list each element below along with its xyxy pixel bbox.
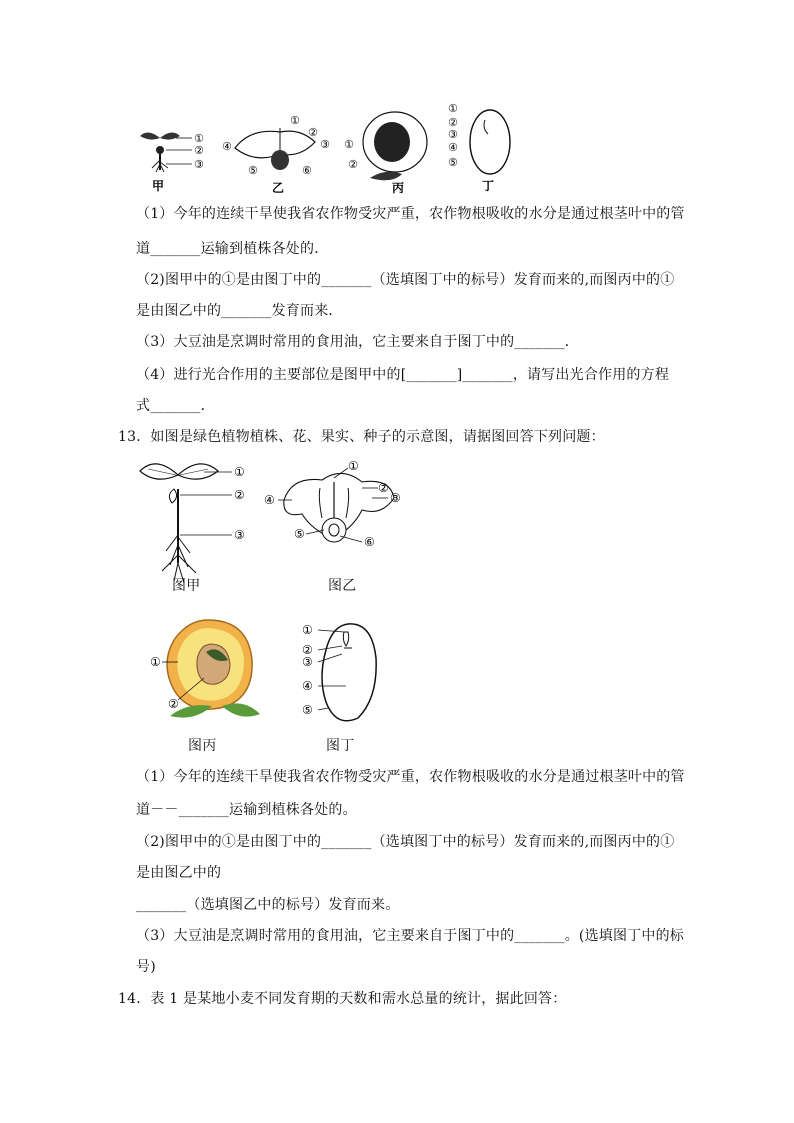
q13-yi-mark-3: ③ (390, 491, 401, 505)
q13-part1-line2: 道－－_______运输到植株各处的。 (136, 802, 357, 818)
q12-part2-line1: （2)图甲中的①是由图丁中的_______（选填图丁中的标号）发育而来的,而图丙中的① (136, 272, 675, 288)
q12-part1-line1: （1）今年的连续干旱使我省农作物受灾严重，农作物根吸收的水分是通过根茎叶中的管 (136, 206, 685, 222)
top-fig-yi-flower (222, 114, 330, 195)
top-fig-ding-mark-3: ③ (448, 128, 458, 141)
q13-ding-mark-2: ② (302, 643, 313, 657)
top-fig-ding-label: 丁 (482, 179, 495, 193)
top-fig-yi-mark-3: ③ (320, 138, 330, 151)
q13-yi-mark-6: ⑥ (364, 535, 375, 549)
top-fig-yi-mark-2: ② (308, 126, 318, 139)
q13-jia-mark-1: ① (234, 465, 245, 479)
q12-part4-line1: （4）进行光合作用的主要部位是图甲中的[_______]_______，请写出光合作用的方程 (136, 367, 670, 383)
q13-figure-ding-caption: 图丁 (326, 738, 355, 754)
q13-figure-yi (262, 458, 412, 558)
top-fig-jia-mark-2: ② (194, 144, 204, 157)
q13-figure-ding (296, 618, 396, 728)
top-fig-bing-label: 丙 (392, 181, 405, 195)
top-fig-ding-mark-1: ① (448, 102, 458, 115)
q13-part2-line2: 是由图乙中的 (136, 865, 222, 881)
top-fig-jia-mark-3: ③ (194, 158, 204, 171)
top-fig-bing-mark-2: ② (348, 158, 358, 171)
q13-ding-mark-3: ③ (302, 655, 313, 669)
q13-ding-mark-1: ① (302, 623, 313, 637)
q13-yi-mark-5: ⑤ (294, 527, 305, 541)
top-fig-bing-fruit (344, 112, 427, 195)
q13-jia-mark-3: ③ (234, 528, 245, 542)
q12-part4-line2: 式_______． (136, 398, 215, 414)
top-fig-jia-mark-1: ① (194, 132, 204, 145)
q13-bing-mark-2: ② (168, 697, 179, 711)
q13-figure-jia-caption: 图甲 (172, 578, 201, 594)
q13-part1-line1: （1）今年的连续干旱使我省农作物受灾严重，农作物根吸收的水分是通过根茎叶中的管 (136, 769, 685, 785)
q13-ding-mark-4: ④ (302, 679, 313, 693)
q13-figure-yi-caption: 图乙 (328, 578, 357, 594)
top-fig-ding-mark-4: ④ (448, 141, 458, 154)
q13-part3-line1: （3）大豆油是烹调时常用的食用油，它主要来自于图丁中的_______。(选填图丁中的标 (136, 928, 684, 944)
top-fig-ding-mark-5: ⑤ (448, 156, 458, 169)
q13-bing-mark-1: ① (150, 655, 161, 669)
top-fig-bing-mark-1: ① (344, 138, 354, 151)
q13-part2-line1: （2)图甲中的①是由图丁中的_______（选填图丁中的标号）发育而来的,而图丙中的① (136, 834, 675, 850)
top-fig-yi-label: 乙 (272, 181, 285, 195)
top-fig-jia-label: 甲 (152, 179, 165, 193)
top-fig-yi-mark-6: ⑥ (302, 164, 312, 177)
q12-part2-line2: 是由图乙中的_______发育而来． (136, 303, 343, 319)
top-fig-yi-mark-4: ④ (222, 140, 232, 153)
q12-part3: （3）大豆油是烹调时常用的食用油，它主要来自于图丁中的_______． (136, 334, 579, 350)
top-fig-jia-plant (140, 132, 204, 193)
q13-jia-mark-2: ② (234, 488, 245, 502)
top-fig-ding-seed (448, 102, 510, 193)
q13-figure-bing (148, 614, 268, 734)
q13-title: 13．如图是绿色植物植株、花、果实、种子的示意图，请据图回答下列问题： (118, 429, 605, 445)
q13-yi-mark-1: ① (348, 459, 359, 473)
q13-figure-bing-caption: 图丙 (188, 738, 217, 754)
top-fig-yi-mark-1: ① (290, 114, 300, 127)
top-fig-yi-mark-5: ⑤ (248, 164, 258, 177)
top-fig-ding-mark-2: ② (448, 116, 458, 129)
q14-title: 14．表 1 是某地小麦不同发育期的天数和需水总量的统计，据此回答： (118, 991, 567, 1007)
q13-part3-line2: 号) (136, 959, 156, 975)
q13-yi-mark-2: ② (378, 481, 389, 495)
q13-ding-mark-5: ⑤ (302, 703, 313, 717)
q13-yi-mark-4: ④ (264, 493, 275, 507)
q13-part2-line3: _______（选填图乙中的标号）发育而来。 (136, 897, 400, 913)
top-figure-row (130, 98, 530, 198)
q12-part1-line2: 道_______运输到植株各处的． (136, 241, 329, 257)
q13-figure-jia (136, 455, 256, 595)
